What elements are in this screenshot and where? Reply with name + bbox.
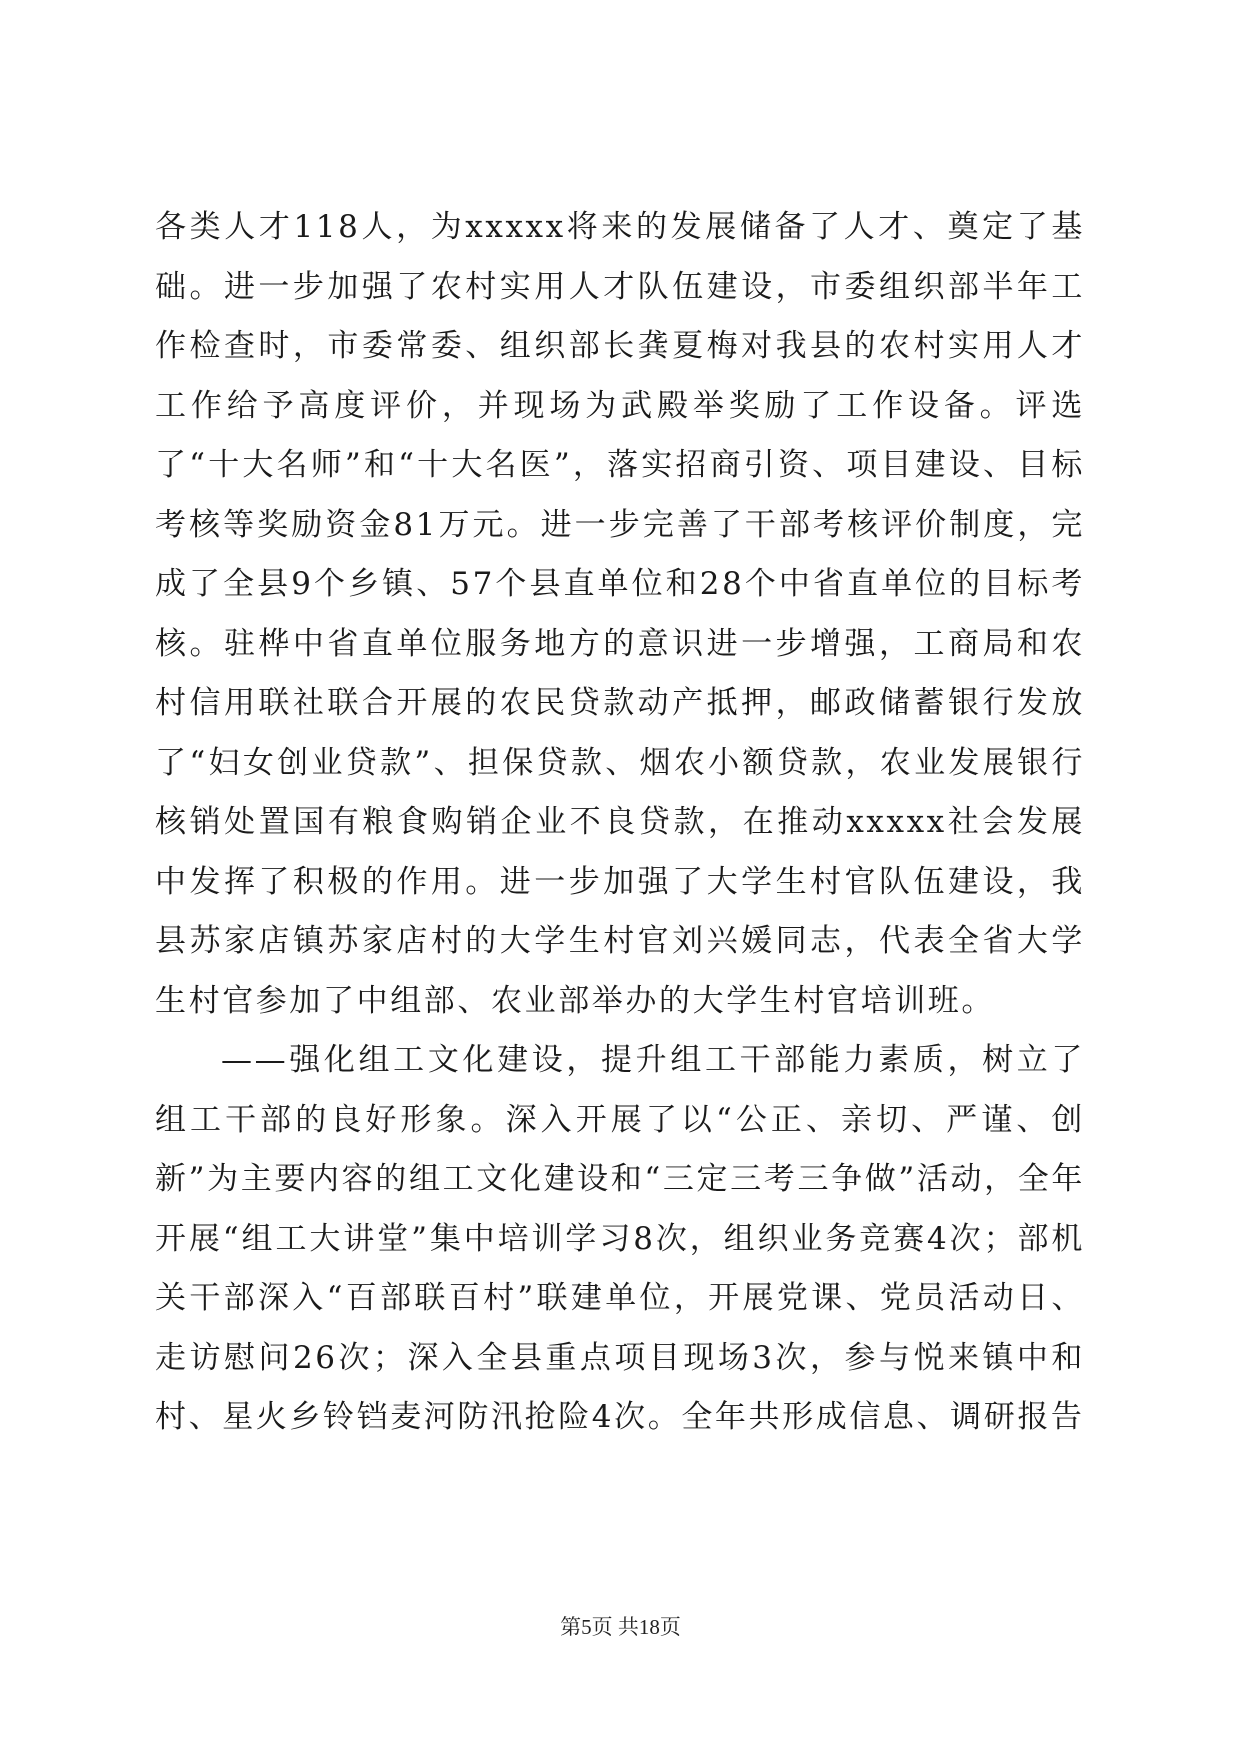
body-text: [155, 198, 1085, 1448]
page-number-footer: 第5页 共18页: [560, 1615, 681, 1639]
paragraph-culture-building: ——强化组工文化建设，提升组工干部能力素质，树立了组工干部的良好形象。深入开展了以“公正、亲切、严谨、创新”为主要内容的组工文化建设和“三定三考三争做”活动，全年开展“组工大讲堂”集中培训学习8次，组织业务竞赛4次；部机关干部深入“百部联百村”联建单位，开展党课、党员活动日、走访慰问26次；深入全县重点项目现场3次，参与悦来镇中和村、星火乡铃铛麦河防汛抢险4次。全年共形成信息、调研报告: [155, 1042, 1085, 1435]
paragraph-talent-work: 各类人才118人，为xxxxx将来的发展储备了人才、奠定了基础。进一步加强了农村实用人才队伍建设，市委组织部半年工作检查时，市委常委、组织部长龚夏梅对我县的农村实用人才工作给予高度评价，并现场为武殿举奖励了工作设备。评选了“十大名师”和“十大名医”，落实招商引资、项目建设、目标考核等奖励资金81万元。进一步完善了干部考核评价制度，完成了全县9个乡镇、57个县直单位和28个中省直单位的目标考核。驻桦中省直单位服务地方的意识进一步增强，工商局和农村信用联社联合开展的农民贷款动产抵押，邮政储蓄银行发放了“妇女创业贷款”、担保贷款、烟农小额贷款，农业发展银行核销处置国有粮食购销企业不良贷款，在推动xxxxx社会发展中发挥了积极的作用。进一步加强了大学生村官队伍建设，我县苏家店镇苏家店村的大学生村官刘兴媛同志，代表全省大学生村官参加了中组部、农业部举办的大学生村官培训班。: [155, 209, 1085, 1019]
